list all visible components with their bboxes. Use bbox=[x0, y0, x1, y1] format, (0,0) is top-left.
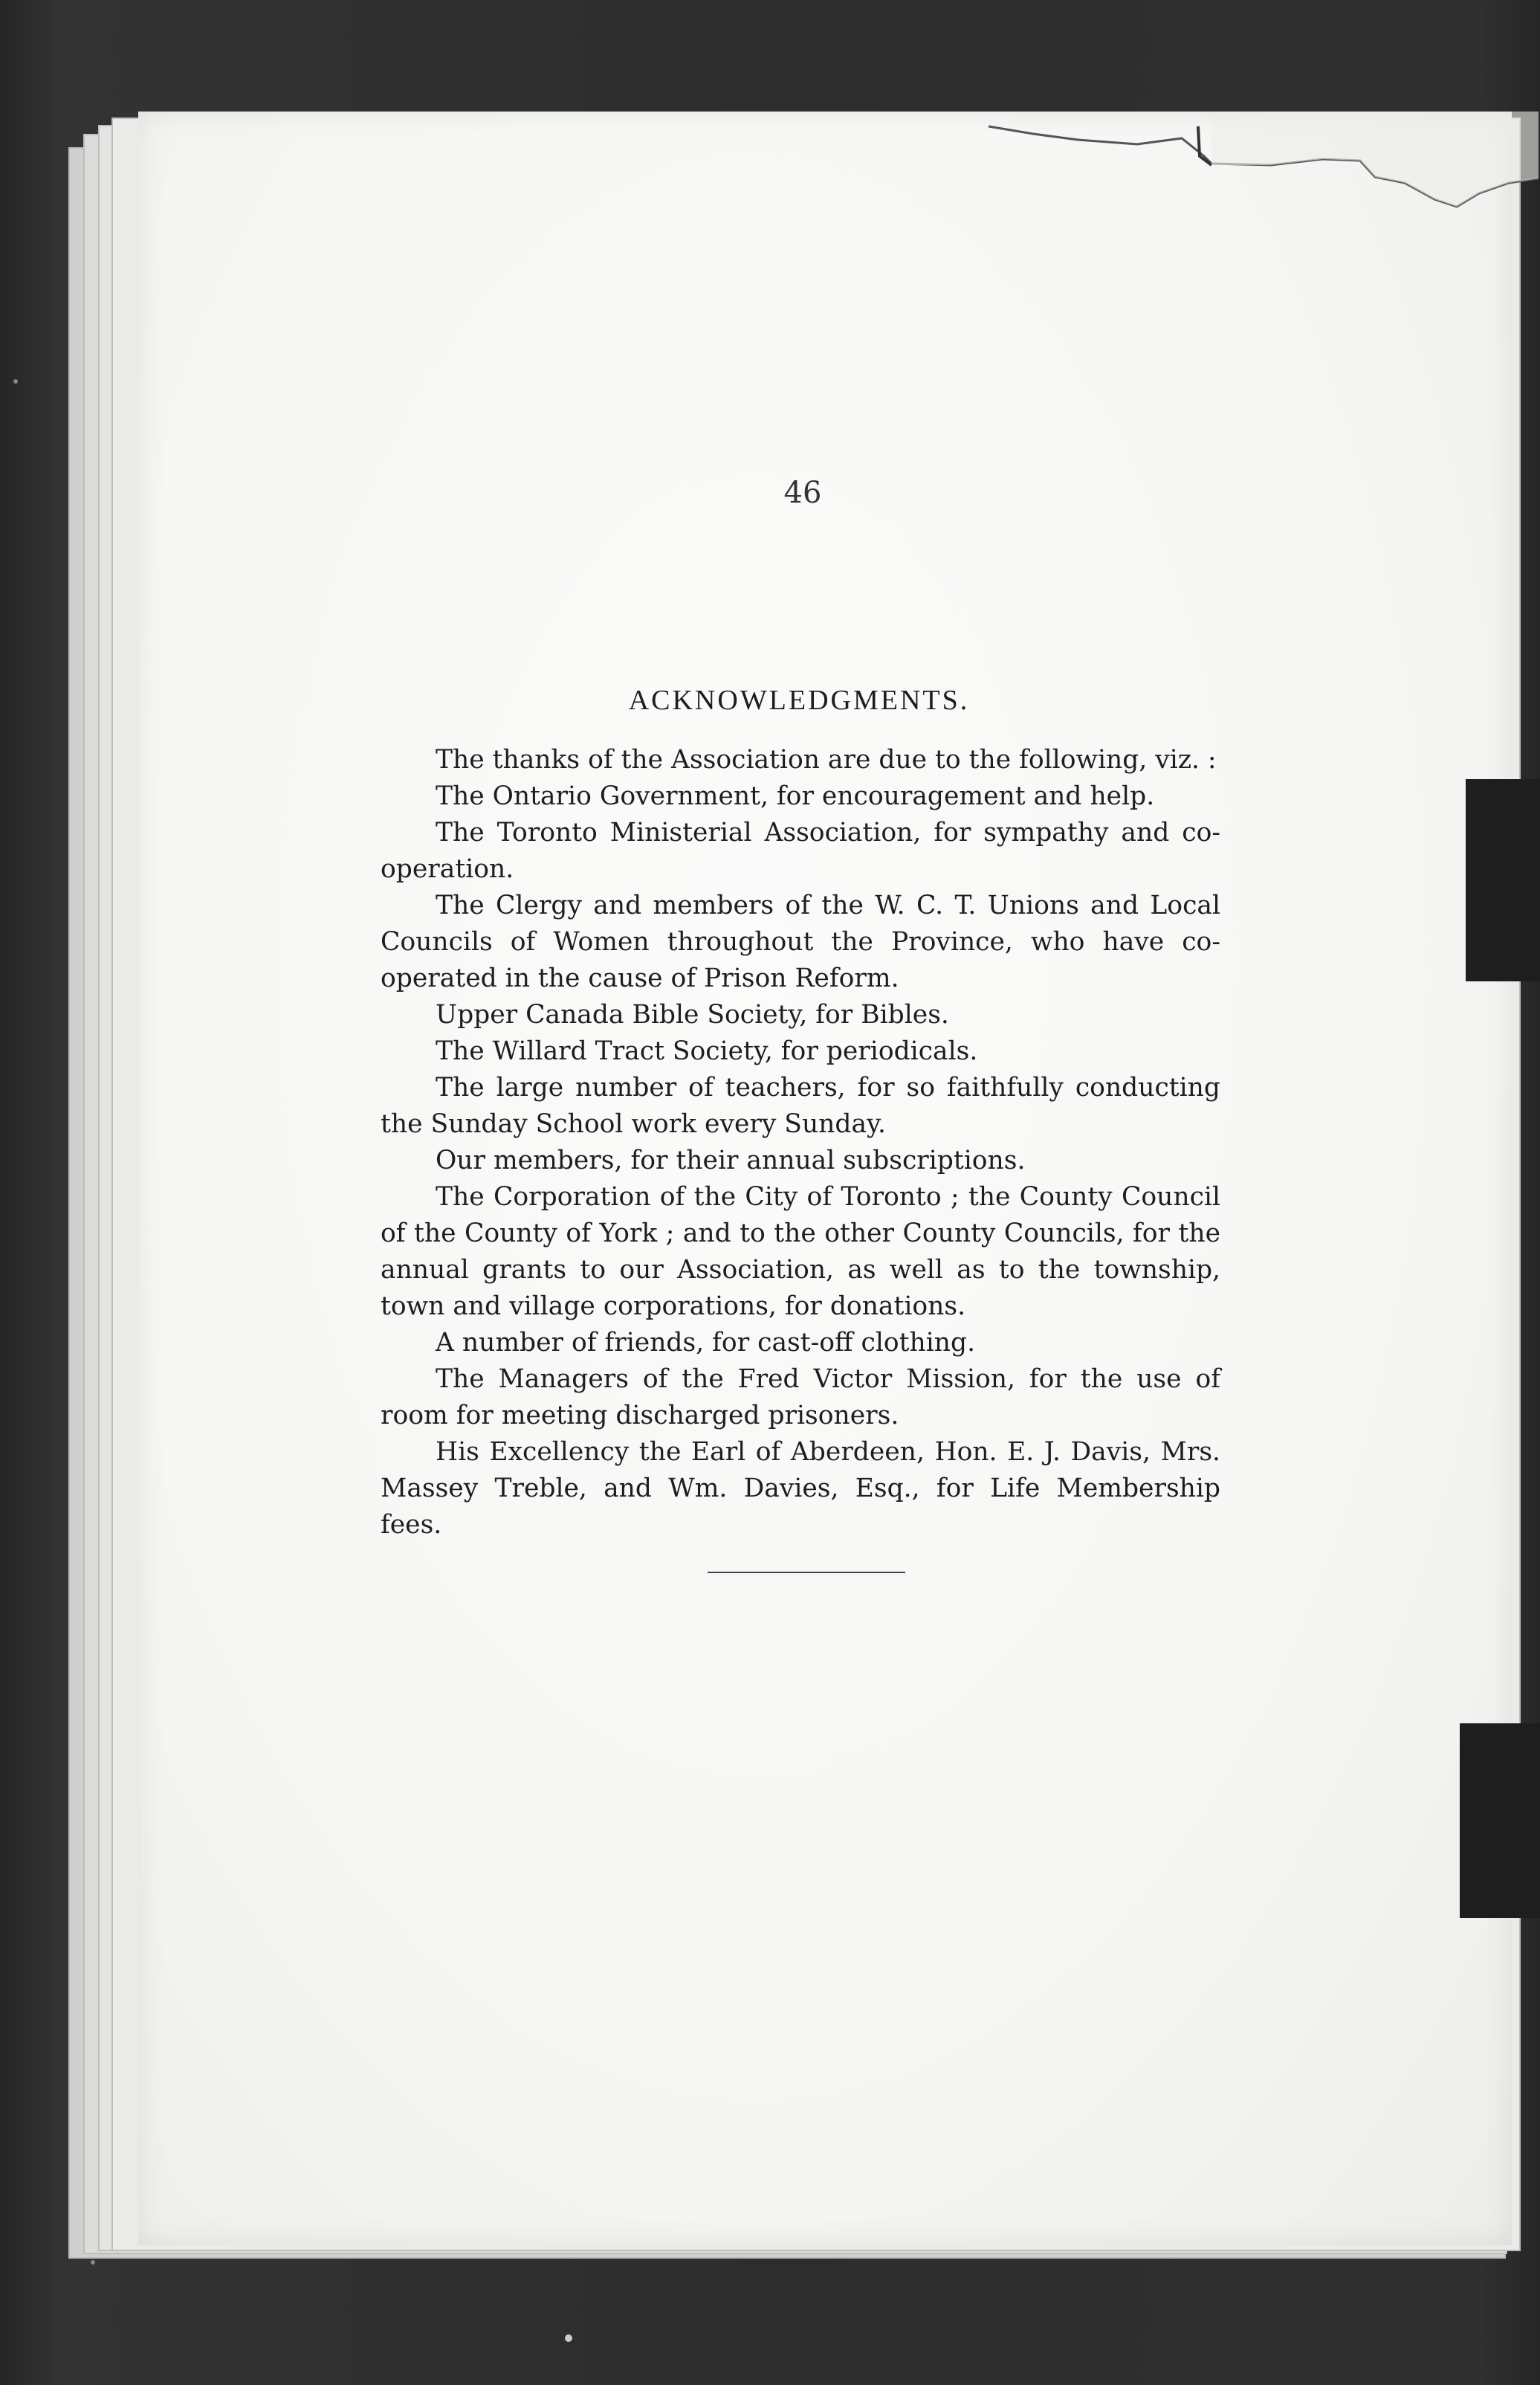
acknowledgments-body bbox=[381, 742, 1220, 1543]
horizontal-rule bbox=[708, 1572, 905, 1573]
section-heading: ACKNOWLEDGMENTS. bbox=[628, 685, 970, 716]
paragraph: Our members, for their annual subscriptions. bbox=[436, 1146, 1026, 1175]
torn-page-edge bbox=[989, 112, 1539, 223]
page-edge-tab bbox=[1466, 779, 1540, 981]
paragraph: The large number of teachers, for so faithfully conducting the Sunday School work every Sunday. bbox=[381, 1073, 1220, 1139]
paragraph: The Toronto Ministerial Association, for sympathy and co-operation. bbox=[381, 818, 1220, 884]
paragraph: The thanks of the Association are due to the following, viz. : bbox=[436, 745, 1217, 775]
paragraph: A number of friends, for cast-off clothing. bbox=[436, 1328, 976, 1358]
scan-speck bbox=[565, 2334, 572, 2342]
paragraph: Upper Canada Bible Society, for Bibles. bbox=[436, 1000, 949, 1030]
paragraph: The Ontario Government, for encouragement and help. bbox=[436, 781, 1155, 811]
paragraph: The Clergy and members of the W. C. T. Unions and Local Councils of Women throughout the Province, who have co-operated in the cause of Prison Reform. bbox=[381, 891, 1220, 993]
page-edge-tab bbox=[1460, 1723, 1540, 1918]
paragraph: His Excellency the Earl of Aberdeen, Hon. E. J. Davis, Mrs. Massey Treble, and Wm. Davies, Esq., for Life Membership fees. bbox=[381, 1437, 1220, 1540]
paragraph: The Willard Tract Society, for periodicals. bbox=[436, 1036, 978, 1066]
paragraph: The Managers of the Fred Victor Mission, for the use of room for meeting discharged prisoners. bbox=[381, 1364, 1220, 1430]
paragraph: The Corporation of the City of Toronto ; the County Council of the County of York ; and to the other County Councils, for the annual grants to our Association, as well as to the township, town and village corporations, for donations. bbox=[381, 1182, 1220, 1321]
scan-speck bbox=[91, 2260, 95, 2265]
scan-speck bbox=[13, 379, 18, 384]
page-number: 46 bbox=[783, 476, 822, 510]
